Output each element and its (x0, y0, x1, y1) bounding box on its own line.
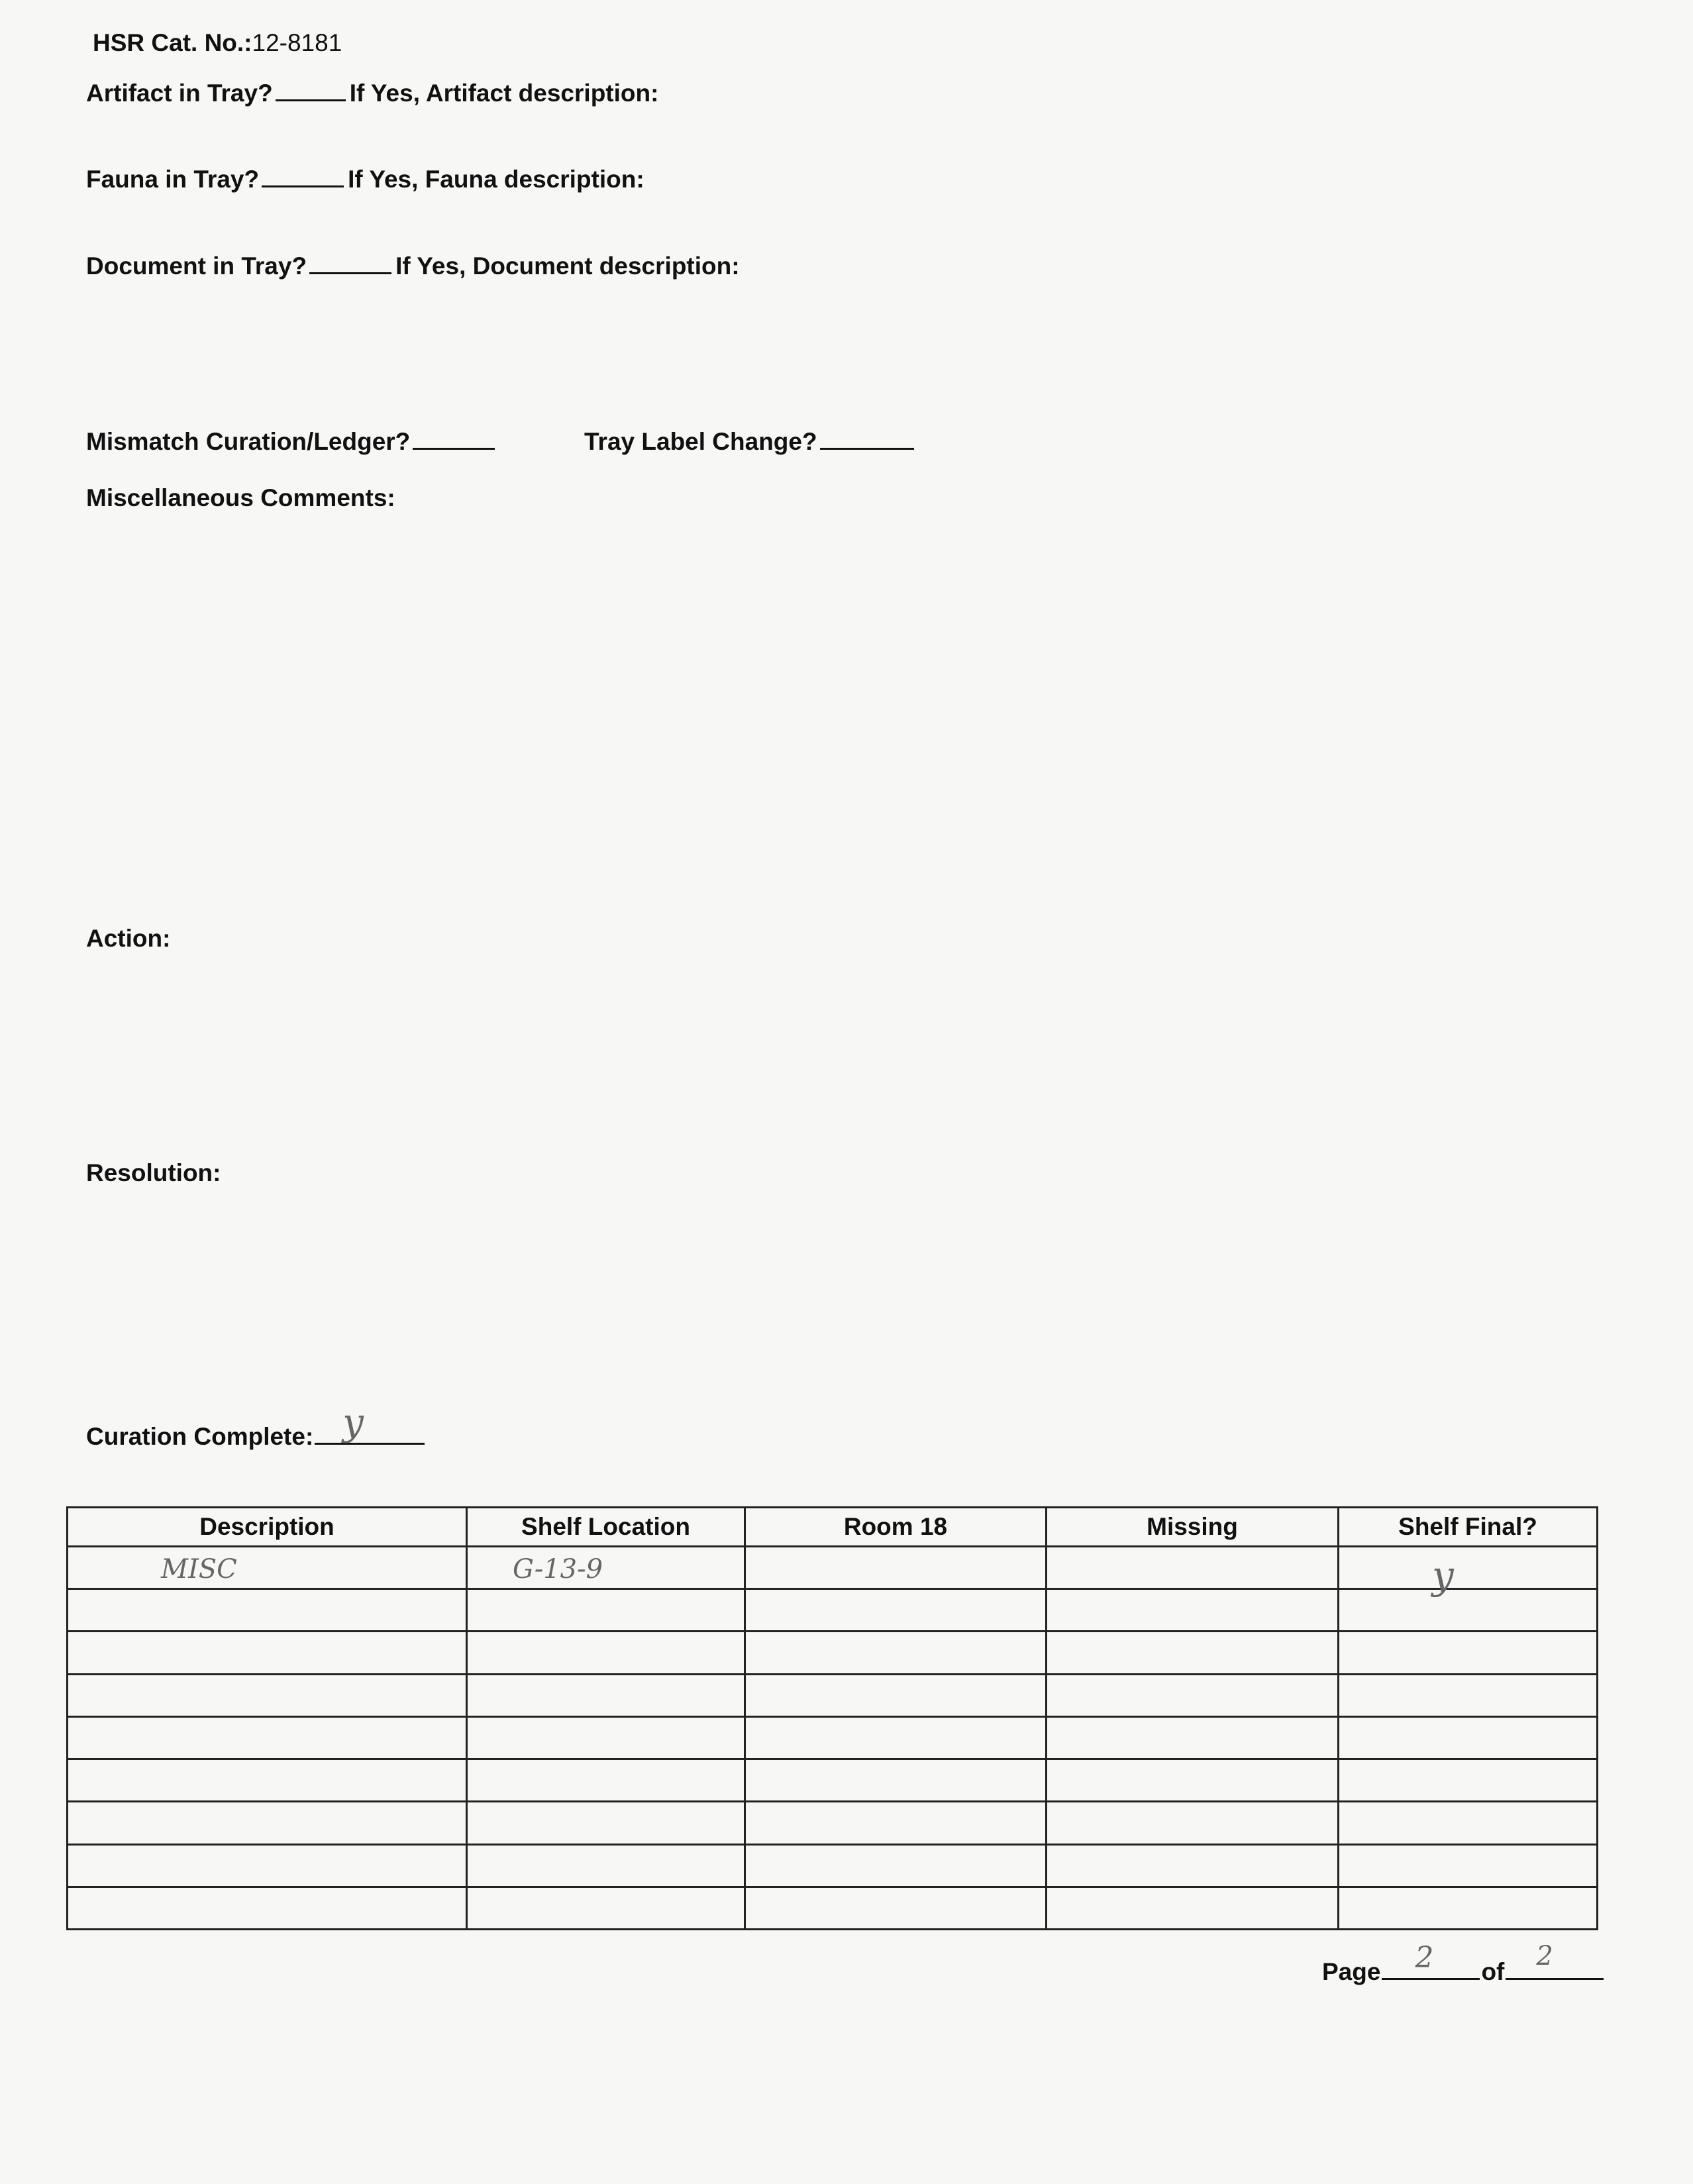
table-cell[interactable] (68, 1589, 467, 1632)
fauna-description-label: If Yes, Fauna description: (348, 166, 644, 193)
table-cell[interactable] (1047, 1547, 1339, 1589)
fauna-answer-field[interactable] (262, 166, 344, 187)
fauna-line (86, 166, 644, 191)
table-cell[interactable] (1339, 1632, 1598, 1674)
table-row (68, 1589, 1598, 1632)
table-cell[interactable] (1047, 1759, 1339, 1802)
table-cell[interactable] (68, 1716, 467, 1759)
table-row (68, 1802, 1598, 1844)
table-cell[interactable] (745, 1674, 1047, 1716)
page-counter (1322, 1941, 1605, 1986)
table-cell[interactable] (68, 1759, 467, 1802)
misc-comments-label: Miscellaneous Comments: (86, 484, 395, 511)
table-cell[interactable] (467, 1632, 745, 1674)
tray-label-line (584, 428, 918, 454)
table-row (68, 1759, 1598, 1802)
page-total-field[interactable] (1506, 1941, 1604, 1980)
curation-complete-value: y (342, 1401, 364, 1444)
tray-label-answer-field[interactable] (820, 428, 914, 450)
table-cell[interactable] (1047, 1844, 1339, 1887)
fauna-question: Fauna in Tray? (86, 166, 260, 193)
table-cell[interactable] (745, 1589, 1047, 1632)
table-cell[interactable] (745, 1632, 1047, 1674)
table-header-row (68, 1508, 1598, 1547)
table-cell[interactable] (1047, 1887, 1339, 1929)
table-cell[interactable] (68, 1632, 467, 1674)
handwritten-entry: MISC (161, 1554, 237, 1585)
resolution-label: Resolution: (86, 1159, 221, 1186)
table-cell[interactable] (467, 1674, 745, 1716)
table-cell[interactable] (1047, 1716, 1339, 1759)
table-cell[interactable] (467, 1589, 745, 1632)
table-cell[interactable] (745, 1716, 1047, 1759)
col-header-shelf-location: Shelf Location (467, 1508, 745, 1547)
curation-complete-field[interactable] (315, 1401, 425, 1445)
table-cell[interactable] (745, 1887, 1047, 1929)
artifact-description-label: If Yes, Artifact description: (349, 79, 659, 107)
action-label: Action: (86, 925, 171, 952)
table-cell[interactable] (1047, 1802, 1339, 1844)
table-cell[interactable] (745, 1844, 1047, 1887)
table-cell[interactable] (467, 1716, 745, 1759)
table-cell[interactable] (745, 1759, 1047, 1802)
mismatch-question: Mismatch Curation/Ledger? (86, 428, 411, 455)
page-total-value: 2 (1536, 1941, 1553, 1971)
artifact-question: Artifact in Tray? (86, 79, 273, 107)
table-cell[interactable] (1339, 1802, 1598, 1844)
page-label: Page (1322, 1958, 1381, 1985)
tray-label-question: Tray Label Change? (584, 428, 817, 455)
table-cell[interactable] (1047, 1589, 1339, 1632)
table-cell[interactable] (467, 1802, 745, 1844)
col-header-shelf-final: Shelf Final? (1339, 1508, 1598, 1547)
of-label: of (1481, 1958, 1505, 1985)
table-row (68, 1887, 1598, 1929)
document-line (86, 252, 740, 278)
handwritten-entry: G-13-9 (513, 1554, 603, 1585)
table-cell[interactable] (467, 1547, 745, 1589)
table-cell[interactable] (467, 1887, 745, 1929)
table-row (68, 1632, 1598, 1674)
table-row (68, 1716, 1598, 1759)
table-cell[interactable] (1339, 1844, 1598, 1887)
document-description-label: If Yes, Document description: (395, 252, 740, 280)
table-cell[interactable] (1339, 1887, 1598, 1929)
col-header-missing: Missing (1047, 1508, 1339, 1547)
cat-number-value: 12-8181 (252, 29, 342, 56)
table-cell[interactable] (1047, 1674, 1339, 1716)
table-cell[interactable] (1339, 1547, 1598, 1598)
table-cell[interactable] (467, 1844, 745, 1887)
tray-table (66, 1506, 1598, 1930)
document-answer-field[interactable] (309, 252, 391, 274)
page-number-field[interactable] (1382, 1941, 1480, 1980)
artifact-line (86, 79, 658, 105)
table-cell[interactable] (745, 1802, 1047, 1844)
cat-number-line (93, 30, 342, 55)
table-cell[interactable] (68, 1674, 467, 1716)
mismatch-line (86, 428, 499, 454)
page-number-value: 2 (1415, 1941, 1434, 1975)
table-cell[interactable] (68, 1887, 467, 1929)
table-cell[interactable] (1339, 1716, 1598, 1759)
table-row (68, 1844, 1598, 1887)
table-cell[interactable] (1339, 1759, 1598, 1802)
mismatch-answer-field[interactable] (413, 428, 495, 450)
col-header-description: Description (68, 1508, 467, 1547)
curation-complete-label: Curation Complete: (86, 1423, 314, 1450)
table-cell[interactable] (467, 1759, 745, 1802)
cat-number-label: HSR Cat. No.: (93, 29, 252, 56)
table-cell[interactable] (1047, 1632, 1339, 1674)
table-cell[interactable] (68, 1802, 467, 1844)
table-cell[interactable] (68, 1547, 467, 1589)
col-header-room-18: Room 18 (745, 1508, 1047, 1547)
curation-complete-line (86, 1401, 429, 1450)
handwritten-entry: y (1432, 1553, 1454, 1598)
table-cell[interactable] (1339, 1589, 1598, 1632)
table-row (68, 1674, 1598, 1716)
table-cell[interactable] (68, 1844, 467, 1887)
document-question: Document in Tray? (86, 252, 307, 280)
table-cell[interactable] (1339, 1674, 1598, 1716)
table-cell[interactable] (745, 1547, 1047, 1589)
artifact-answer-field[interactable] (276, 79, 346, 101)
table-row (68, 1547, 1598, 1589)
